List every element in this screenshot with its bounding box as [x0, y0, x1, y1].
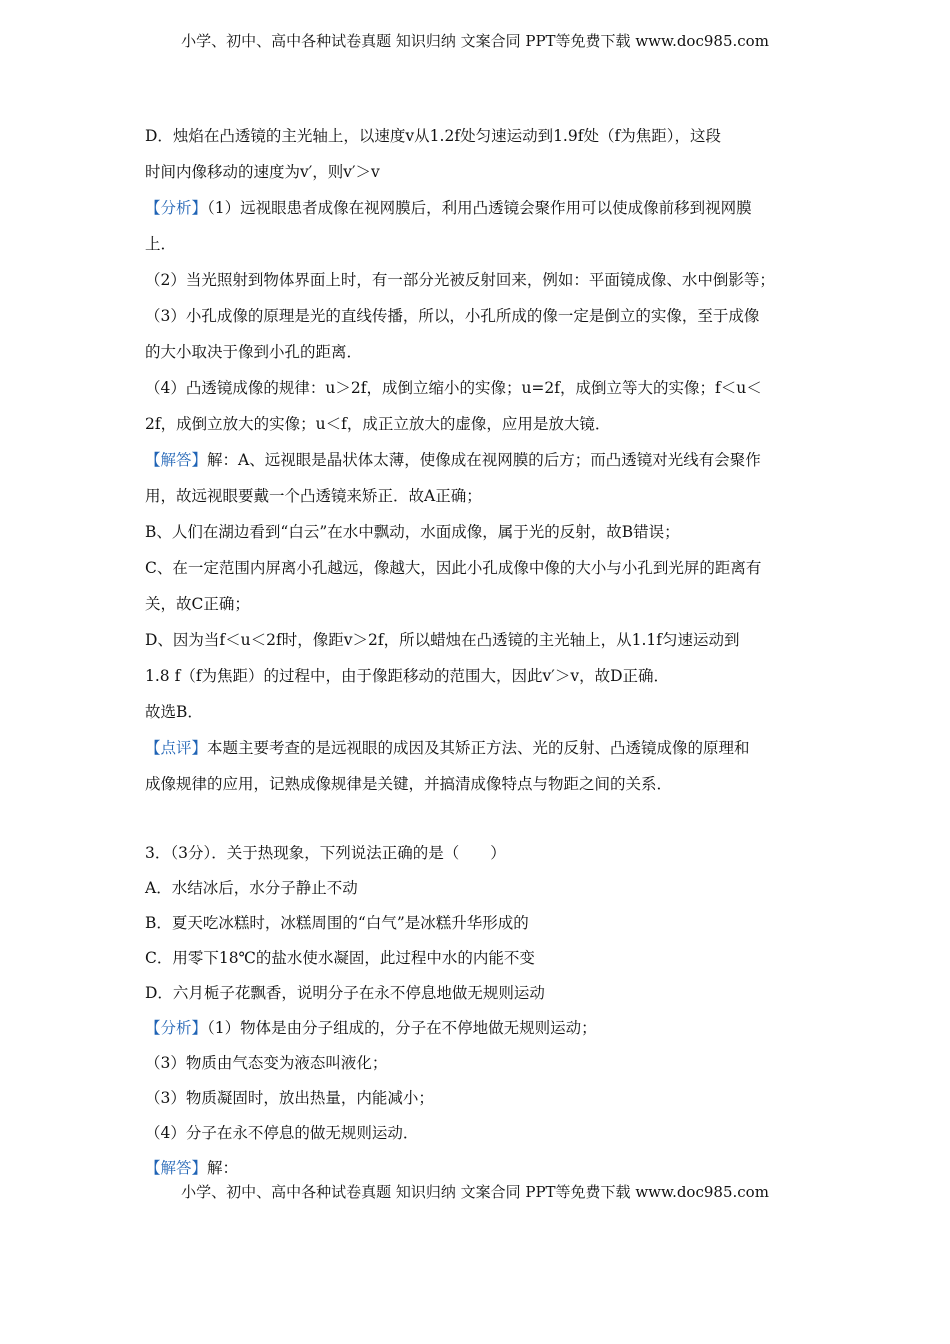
page-header: 小学、初中、高中各种试卷真题 知识归纳 文案合同 PPT等免费下载 www.doc985.com	[181, 32, 769, 50]
line-text: （2）当光照射到物体界面上时，有一部分光被反射回来，例如：平面镜成像、水中倒影等；	[145, 271, 775, 289]
line-text: 1.8 f（f为焦距）的过程中，由于像距移动的范围大，因此v′＞v，故D正确．	[145, 667, 670, 685]
line-text: B、人们在湖边看到“白云”在水中飘动，水面成像，属于光的反射，故B错误；	[145, 523, 680, 541]
line-text: 上．	[145, 235, 177, 253]
line-text: 成像规律的应用，记熟成像规律是关键，并搞清成像特点与物距之间的关系．	[145, 775, 673, 793]
line-text: （1）物体是由分子组成的，分子在不停地做无规则运动；	[207, 1019, 597, 1037]
section-tag: 【解答】	[145, 451, 208, 469]
option-b	[145, 911, 529, 933]
line-text: 故选B．	[145, 703, 203, 721]
line-text: （1）远视眼患者成像在视网膜后，利用凸透镜会聚作用可以使成像前移到视网膜	[207, 199, 752, 217]
line-text: D、因为当f＜u＜2f时，像距v＞2f，所以蜡烛在凸透镜的主光轴上，从1.1f匀速运动到	[145, 631, 740, 649]
text-line	[145, 124, 721, 146]
line-text: 解：	[207, 1159, 239, 1177]
text-line	[145, 376, 762, 398]
text-line	[145, 304, 759, 326]
page-footer: 小学、初中、高中各种试卷真题 知识归纳 文案合同 PPT等免费下载 www.doc985.com	[181, 1183, 769, 1201]
option-d	[145, 981, 545, 1003]
text-line	[145, 736, 750, 758]
line-text: （4）分子在永不停息的做无规则运动．	[145, 1124, 419, 1142]
line-text: C．用零下18℃的盐水使水凝固，此过程中水的内能不变	[145, 949, 535, 967]
text-line	[145, 520, 680, 542]
section-tag: 【分析】	[145, 199, 208, 217]
section-tag: 【分析】	[145, 1019, 208, 1037]
line-text: （4）凸透镜成像的规律：u＞2f，成倒立缩小的实像；u=2f，成倒立等大的实像；f＜u＜	[145, 379, 762, 397]
question-title	[145, 841, 506, 863]
text-line	[145, 628, 740, 650]
line-text: C、在一定范围内屏离小孔越远，像越大，因此小孔成像中像的大小与小孔到光屏的距离有	[145, 559, 762, 577]
line-text: A．水结冰后，水分子静止不动	[145, 879, 358, 897]
line-text: 时间内像移动的速度为v′，则v′＞v	[145, 163, 380, 181]
line-text: 本题主要考查的是远视眼的成因及其矫正方法、光的反射、凸透镜成像的原理和	[207, 739, 750, 757]
text-line	[145, 268, 775, 290]
text-line	[145, 1156, 238, 1178]
text-line	[145, 484, 482, 506]
text-line	[145, 664, 669, 686]
text-line	[145, 700, 203, 722]
text-line	[145, 556, 761, 578]
option-c	[145, 946, 535, 968]
line-text: 2f，成倒立放大的实像；u＜f，成正立放大的虚像，应用是放大镜．	[145, 415, 611, 433]
line-text: （3）小孔成像的原理是光的直线传播，所以，小孔所成的像一定是倒立的实像，至于成像	[145, 307, 760, 325]
section-tag: 【解答】	[145, 1159, 208, 1177]
line-text: 用，故远视眼要戴一个凸透镜来矫正．故A正确；	[145, 487, 482, 505]
line-text: D．烛焰在凸透镜的主光轴上，以速度v从1.2f处匀速运动到1.9f处（f为焦距），这段	[145, 127, 721, 145]
text-line	[145, 196, 752, 218]
line-text: B．夏天吃冰糕时，冰糕周围的“白气”是冰糕升华形成的	[145, 914, 529, 932]
section-tag: 【点评】	[145, 739, 208, 757]
line-text: （3）物质由气态变为液态叫液化；	[145, 1054, 388, 1072]
line-text: 关，故C正确；	[145, 595, 250, 613]
line-text: 3．（3分）．关于热现象，下列说法正确的是（ ）	[145, 844, 506, 862]
line-text: 解：A、远视眼是晶状体太薄，使像成在视网膜的后方；而凸透镜对光线有会聚作	[207, 451, 761, 469]
text-line	[145, 1051, 387, 1073]
option-a	[145, 876, 358, 898]
line-text: D．六月栀子花飘香，说明分子在永不停息地做无规则运动	[145, 984, 545, 1002]
text-line	[145, 1016, 597, 1038]
text-line	[145, 1121, 418, 1143]
text-line	[145, 448, 761, 470]
text-line	[145, 592, 250, 614]
text-line	[145, 340, 362, 362]
text-line	[145, 772, 672, 794]
text-line	[145, 412, 610, 434]
text-line	[145, 160, 380, 182]
line-text: （3）物质凝固时，放出热量，内能减小；	[145, 1089, 434, 1107]
text-line	[145, 232, 176, 254]
line-text: 的大小取决于像到小孔的距离．	[145, 343, 363, 361]
text-line	[145, 1086, 434, 1108]
